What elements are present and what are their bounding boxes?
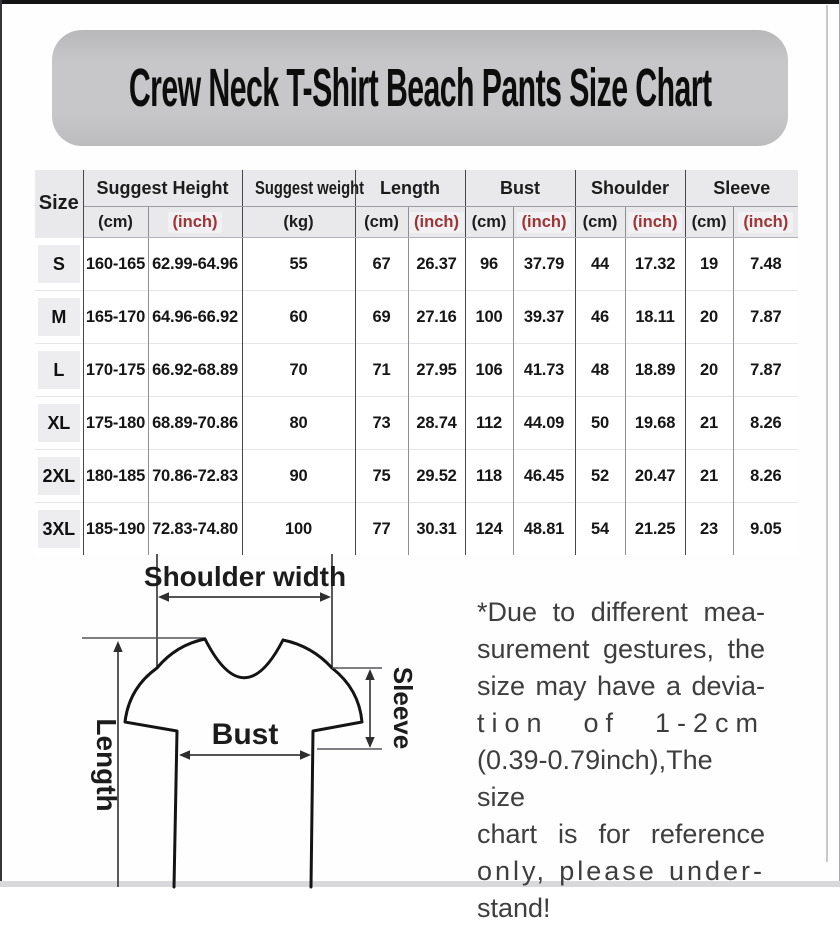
shoulder-cm-cell: 46: [575, 291, 625, 344]
arrowhead-down-icon: [365, 737, 374, 748]
bust-inch-cell: 41.73: [513, 344, 575, 397]
length-inch-cell: 29.52: [408, 450, 465, 503]
tshirt-outline: [125, 639, 362, 887]
bust-inch-cell: 39.37: [513, 291, 575, 344]
sleeve-inch-cell: 7.87: [733, 344, 798, 397]
length-inch-cell: 28.74: [408, 397, 465, 450]
length-cm-cell: 75: [355, 450, 408, 503]
size-label: M: [38, 298, 80, 336]
bust-label: Bust: [211, 718, 279, 751]
length-cm-cell: 69: [355, 291, 408, 344]
tshirt-measure-diagram: [55, 548, 475, 887]
height-cm-cell: 160-165: [83, 238, 148, 291]
col-header-suggest-height: Suggest Height: [83, 170, 242, 207]
size-cell: [35, 344, 83, 397]
unit-weight-kg: (kg): [242, 207, 355, 238]
shoulder-width-label: Shoulder width: [143, 561, 347, 592]
col-header-bust: Bust: [465, 170, 575, 207]
col-header-suggest-weight: Suggest weight: [242, 170, 355, 207]
shoulder-cm-cell: 54: [575, 503, 625, 556]
shoulder-inch-cell: 18.11: [625, 291, 685, 344]
col-header-size: Size: [35, 170, 83, 238]
height-inch-cell: 66.92-68.89: [148, 344, 242, 397]
shoulder-cm-cell: 52: [575, 450, 625, 503]
bust-cm-cell: 106: [465, 344, 513, 397]
bust-cm-cell: 96: [465, 238, 513, 291]
weight-kg-cell: 70: [242, 344, 355, 397]
sleeve-inch-cell: 9.05: [733, 503, 798, 556]
sleeve-inch-cell: 8.26: [733, 450, 798, 503]
bust-cm-cell: 100: [465, 291, 513, 344]
size-label: 3XL: [38, 510, 80, 548]
height-inch-cell: 64.96-66.92: [148, 291, 242, 344]
arrowhead-up-icon: [365, 669, 374, 680]
shoulder-cm-cell: 50: [575, 397, 625, 450]
weight-kg-cell: 90: [242, 450, 355, 503]
arrowhead-right-icon: [300, 750, 311, 759]
arrowhead-left-icon: [179, 750, 190, 759]
size-label: L: [38, 351, 80, 389]
disclaimer-line: stand!: [477, 893, 551, 923]
unit-length-cm: (cm): [355, 207, 408, 238]
bust-inch-cell: 44.09: [513, 397, 575, 450]
disclaimer-line: (0.39-0.79inch),The size: [477, 745, 713, 812]
unit-height-cm: (cm): [83, 207, 148, 238]
size-label: S: [38, 245, 80, 283]
length-cm-cell: 71: [355, 344, 408, 397]
unit-length-inch: (inch): [408, 207, 465, 238]
shoulder-inch-cell: 20.47: [625, 450, 685, 503]
table-units-row: [35, 207, 798, 238]
disclaimer-line: only, please under-: [477, 856, 765, 886]
shoulder-inch-cell: 17.32: [625, 238, 685, 291]
weight-kg-cell: 60: [242, 291, 355, 344]
col-header-shoulder: Shoulder: [575, 170, 685, 207]
unit-sleeve-cm: (cm): [685, 207, 733, 238]
sleeve-cm-cell: 20: [685, 291, 733, 344]
col-header-length: Length: [355, 170, 465, 207]
unit-bust-cm: (cm): [465, 207, 513, 238]
sleeve-cm-cell: 20: [685, 344, 733, 397]
unit-height-inch: (inch): [148, 207, 242, 238]
unit-sleeve-inch: (inch): [733, 207, 798, 238]
sleeve-cm-cell: 23: [685, 503, 733, 556]
sleeve-inch-cell: 7.87: [733, 291, 798, 344]
title-banner: [52, 30, 788, 146]
size-cell: [35, 238, 83, 291]
disclaimer-line: size may have a devia-: [477, 671, 765, 701]
sleeve-inch-cell: 8.26: [733, 397, 798, 450]
height-inch-cell: 68.89-70.86: [148, 397, 242, 450]
bust-inch-cell: 48.81: [513, 503, 575, 556]
unit-bust-inch: (inch): [513, 207, 575, 238]
length-inch-cell: 26.37: [408, 238, 465, 291]
height-cm-cell: 185-190: [83, 503, 148, 556]
weight-kg-cell: 55: [242, 238, 355, 291]
bust-cm-cell: 118: [465, 450, 513, 503]
length-inch-cell: 27.95: [408, 344, 465, 397]
col-header-sleeve: Sleeve: [685, 170, 798, 207]
height-inch-cell: 70.86-72.83: [148, 450, 242, 503]
unit-shoulder-cm: (cm): [575, 207, 625, 238]
size-cell: [35, 291, 83, 344]
bust-cm-cell: 112: [465, 397, 513, 450]
height-cm-cell: 175-180: [83, 397, 148, 450]
bust-cm-cell: 124: [465, 503, 513, 556]
shoulder-cm-cell: 48: [575, 344, 625, 397]
height-cm-cell: 170-175: [83, 344, 148, 397]
height-cm-cell: 165-170: [83, 291, 148, 344]
page-border-left: [0, 0, 2, 887]
sleeve-label: Sleeve: [388, 666, 418, 750]
bust-inch-cell: 46.45: [513, 450, 575, 503]
table-row: [35, 397, 798, 450]
sleeve-cm-cell: 19: [685, 238, 733, 291]
size-table: [35, 170, 798, 555]
weight-kg-cell: 100: [242, 503, 355, 556]
table-row: [35, 238, 798, 291]
shoulder-inch-cell: 18.89: [625, 344, 685, 397]
table-row: [35, 344, 798, 397]
height-cm-cell: 180-185: [83, 450, 148, 503]
disclaimer-line: surement gestures, the: [477, 634, 765, 664]
page-border-top: [0, 0, 840, 4]
size-cell: [35, 450, 83, 503]
table-row: [35, 450, 798, 503]
length-cm-cell: 67: [355, 238, 408, 291]
page-title: Crew Neck T-Shirt Beach Pants Size Chart: [128, 58, 712, 118]
table-header-row: [35, 170, 798, 207]
height-inch-cell: 62.99-64.96: [148, 238, 242, 291]
shoulder-cm-cell: 44: [575, 238, 625, 291]
shoulder-inch-cell: 19.68: [625, 397, 685, 450]
page-edge-line: [826, 5, 828, 862]
disclaimer-text: [477, 594, 765, 927]
size-cell: [35, 397, 83, 450]
sleeve-inch-cell: 7.48: [733, 238, 798, 291]
disclaimer-line: *Due to different mea-: [477, 597, 765, 627]
length-label: Length: [91, 718, 122, 812]
arrowhead-left-icon: [158, 592, 169, 601]
length-cm-cell: 77: [355, 503, 408, 556]
table-row: [35, 291, 798, 344]
length-inch-cell: 30.31: [408, 503, 465, 556]
disclaimer-line: tion of 1-2cm: [477, 708, 765, 738]
length-cm-cell: 73: [355, 397, 408, 450]
arrowhead-right-icon: [320, 592, 331, 601]
height-inch-cell: 72.83-74.80: [148, 503, 242, 556]
length-inch-cell: 27.16: [408, 291, 465, 344]
unit-shoulder-inch: (inch): [625, 207, 685, 238]
arrowhead-up-icon: [113, 641, 122, 652]
shoulder-inch-cell: 21.25: [625, 503, 685, 556]
disclaimer-line: chart is for reference: [477, 819, 765, 849]
bust-inch-cell: 37.79: [513, 238, 575, 291]
sleeve-cm-cell: 21: [685, 397, 733, 450]
weight-kg-cell: 80: [242, 397, 355, 450]
sleeve-cm-cell: 21: [685, 450, 733, 503]
size-label: XL: [38, 404, 80, 442]
size-label: 2XL: [38, 457, 80, 495]
